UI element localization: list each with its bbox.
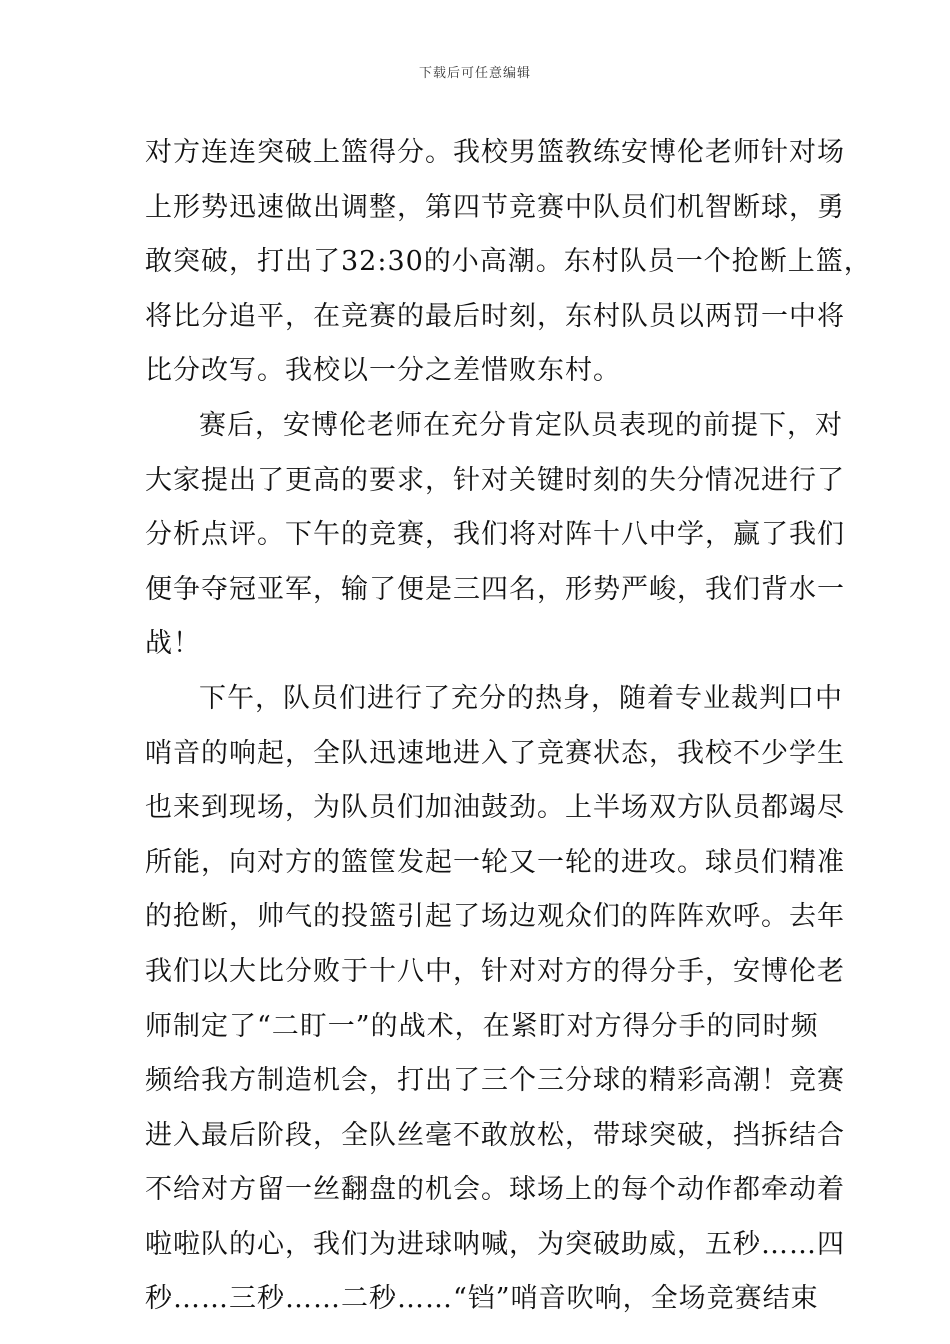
document-body xyxy=(145,126,872,1327)
text-line: 啦啦队的心，我们为进球呐喊，为突破助威，五秒……四 xyxy=(145,1228,845,1260)
text-line: 上形势迅速做出调整，第四节竞赛中队员们机智断球，勇 xyxy=(145,191,845,223)
text-line: 师制定了“二盯一”的战术，在紧盯对方得分手的同时频 xyxy=(145,1010,819,1042)
text-line: 秒……三秒……二秒……“铛”哨音吹响，全场竞赛结束 xyxy=(145,1283,819,1315)
text-line: 将比分追平，在竞赛的最后时刻，东村队员以两罚一中将 xyxy=(145,300,845,332)
text-line: 我们以大比分败于十八中，针对对方的得分手，安博伦老 xyxy=(145,955,845,987)
text-line: 大家提出了更高的要求，针对关键时刻的失分情况进行了 xyxy=(145,464,845,496)
text-line: 赛后，安博伦老师在充分肯定队员表现的前提下，对 xyxy=(199,409,843,441)
text-line: 战！ xyxy=(145,628,201,660)
text-line: 哨音的响起，全队迅速地进入了竞赛状态，我校不少学生 xyxy=(145,737,845,769)
text-line: 所能，向对方的篮筐发起一轮又一轮的进攻。球员们精准 xyxy=(145,846,845,878)
text-line: 比分改写。我校以一分之差惜败东村。 xyxy=(145,355,621,387)
text-line: 对方连连突破上篮得分。我校男篮教练安博伦老师针对场 xyxy=(145,137,845,168)
text-line: 频给我方制造机会，打出了三个三分球的精彩高潮！竞赛 xyxy=(145,1065,845,1097)
page-header: 下载后可任意编辑 xyxy=(418,66,531,81)
text-line: 下午，队员们进行了充分的热身，随着专业裁判口中 xyxy=(199,682,843,714)
text-line: 进入最后阶段，全队丝毫不敢放松，带球突破，挡拆结合 xyxy=(145,1119,845,1151)
text-line: 分析点评。下午的竞赛，我们将对阵十八中学，赢了我们 xyxy=(145,519,845,551)
text-line: 不给对方留一丝翻盘的机会。球场上的每个动作都牵动着 xyxy=(145,1174,845,1206)
text-line: 也来到现场，为队员们加油鼓劲。上半场双方队员都竭尽 xyxy=(145,792,845,824)
text-line: 的抢断，帅气的投篮引起了场边观众们的阵阵欢呼。去年 xyxy=(145,901,845,933)
text-line: 敢突破，打出了32:30的小高潮。东村队员一个抢断上篮， xyxy=(145,246,872,278)
text-line: 便争夺冠亚军，输了便是三四名，形势严峻，我们背水一 xyxy=(145,573,845,605)
